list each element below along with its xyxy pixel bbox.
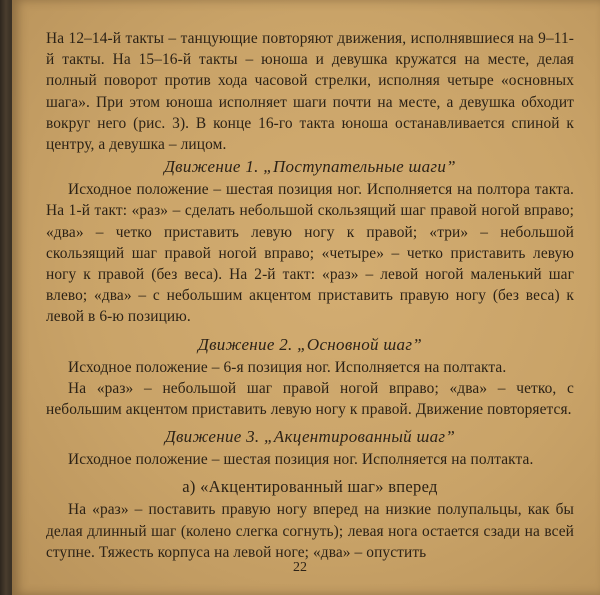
heading-movement-1: Движение 1. „Поступательные шаги” <box>164 157 456 177</box>
page-number: 22 <box>293 560 307 575</box>
paragraph-movement-3-start: Исходное положение – шестая позиция ног. Исполняется на полтакта. <box>68 451 534 469</box>
subheading-accented-step-forward: а) «Акцентированный шаг» вперед <box>182 477 438 497</box>
heading-movement-2: Движение 2. „Основной шаг” <box>197 334 423 354</box>
paragraph-movement-2-steps: На «раз» – небольшой шаг правой ногой вправо; «два» – четко, с небольшим акцентом приставить левую ногу к правой. Движение повторяется. <box>46 379 574 419</box>
book-page <box>12 0 600 595</box>
page-text <box>46 28 574 563</box>
paragraph-intro: На 12–14-й такты – танцующие повторяют движения, исполнявшиеся на 9–11-й такты. На 15–16-й такты – юноша и девушка кружатся на месте, делая полный поворот против хода часовой стрелки, исполняя четыре «основных шага». При этом юноша исполняет шаги почти на месте, а девушка обходит вокруг него (рис. 3). В конце 16-го такта юноша останавливается спиной к центру, а девушка – лицом. <box>46 30 574 154</box>
paragraph-accented-step: На «раз» – поставить правую ногу вперед на низкие полупальцы, как бы делая длинный шаг (колено слегка согнуть); левая нога остается сзади на всей ступне. Тяжесть корпуса на левой ноге; «два» – опустить <box>46 501 574 561</box>
paragraph-movement-2-start: Исходное положение – 6-я позиция ног. Исполняется на полтакта. <box>68 358 507 376</box>
paragraph-movement-1: Исходное положение – шестая позиция ног. Исполняется на полтора такта. На 1-й такт: «раз» – сделать небольшой скользящий шаг правой ногой вправо; «два» – четко приставить левую ногу к правой; «три» – небольшой скользящий шаг правой ногой вправо; «четыре» – четко приставить левую ногу к правой (без веса). На 2-й такт: «раз» – левой ногой маленький шаг влево; «два» – с небольшим акцентом приставить правую ногу (без веса) к левой в 6-ю позицию. <box>46 181 574 326</box>
heading-movement-3: Движение 3. „Акцентированный шаг” <box>164 427 456 447</box>
